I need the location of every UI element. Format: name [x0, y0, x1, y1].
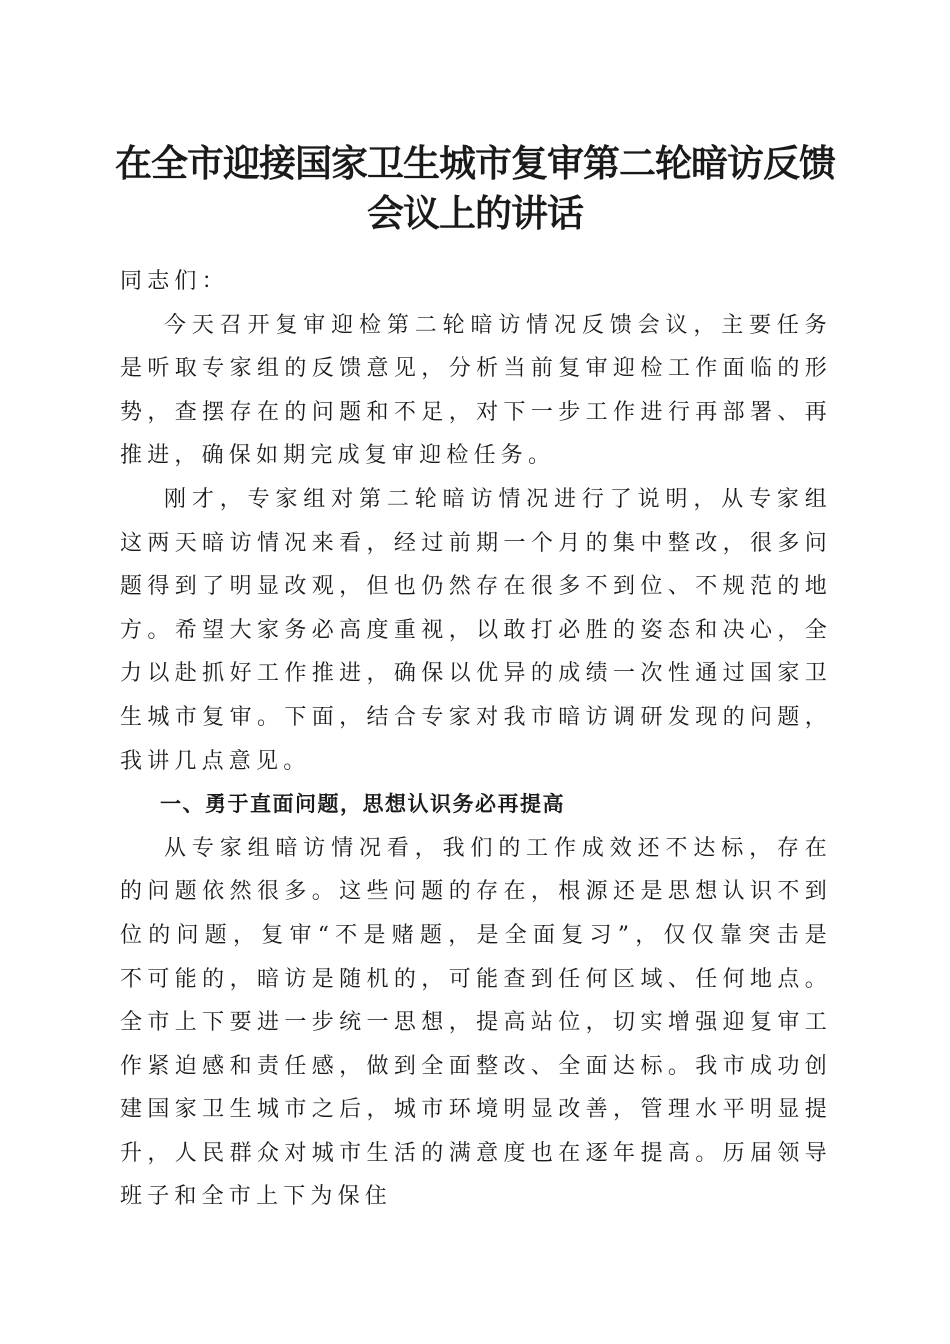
- paragraph-section-1: 从专家组暗访情况看，我们的工作成效还不达标，存在的问题依然很多。这些问题的存在，根源还是思想认识不到位的问题，复审“不是赌题，是全面复习”，仅仅靠突击是不可能的，暗访是随机的，可能查到任何区域、任何地点。全市上下要进一步统一思想，提高站位，切实增强迎复审工作紧迫感和责任感，做到全面整改、全面达标。我市成功创建国家卫生城市之后，城市环境明显改善，管理水平明显提升，人民群众对城市生活的满意度也在逐年提高。历届领导班子和全市上下为保住: [120, 835, 832, 1210]
- section-heading-1: 一、勇于直面问题，思想认识务必再提高: [160, 792, 565, 817]
- title-line-2: 会议上的讲话: [367, 191, 583, 235]
- title-line-1: 在全市迎接国家卫生城市复审第二轮暗访反馈: [115, 141, 835, 185]
- paragraph-context: 刚才，专家组对第二轮暗访情况进行了说明，从专家组这两天暗访情况来看，经过前期一个月的集中整改，很多问题得到了明显改观，但也仍然存在很多不到位、不规范的地方。希望大家务必高度重视，以敢打必胜的姿态和决心，全力以赴抓好工作推进，确保以优异的成绩一次性通过国家卫生城市复审。下面，结合专家对我市暗访调研发现的问题，我讲几点意见。: [120, 486, 832, 774]
- paragraph-opening: 今天召开复审迎检第二轮暗访情况反馈会议，主要任务是听取专家组的反馈意见，分析当前复审迎检工作面临的形势，查摆存在的问题和不足，对下一步工作进行再部署、再推进，确保如期完成复审迎检任务。: [120, 312, 832, 469]
- document-body: [120, 260, 832, 1219]
- salutation: 同志们：: [120, 269, 229, 294]
- document-title: [100, 138, 850, 238]
